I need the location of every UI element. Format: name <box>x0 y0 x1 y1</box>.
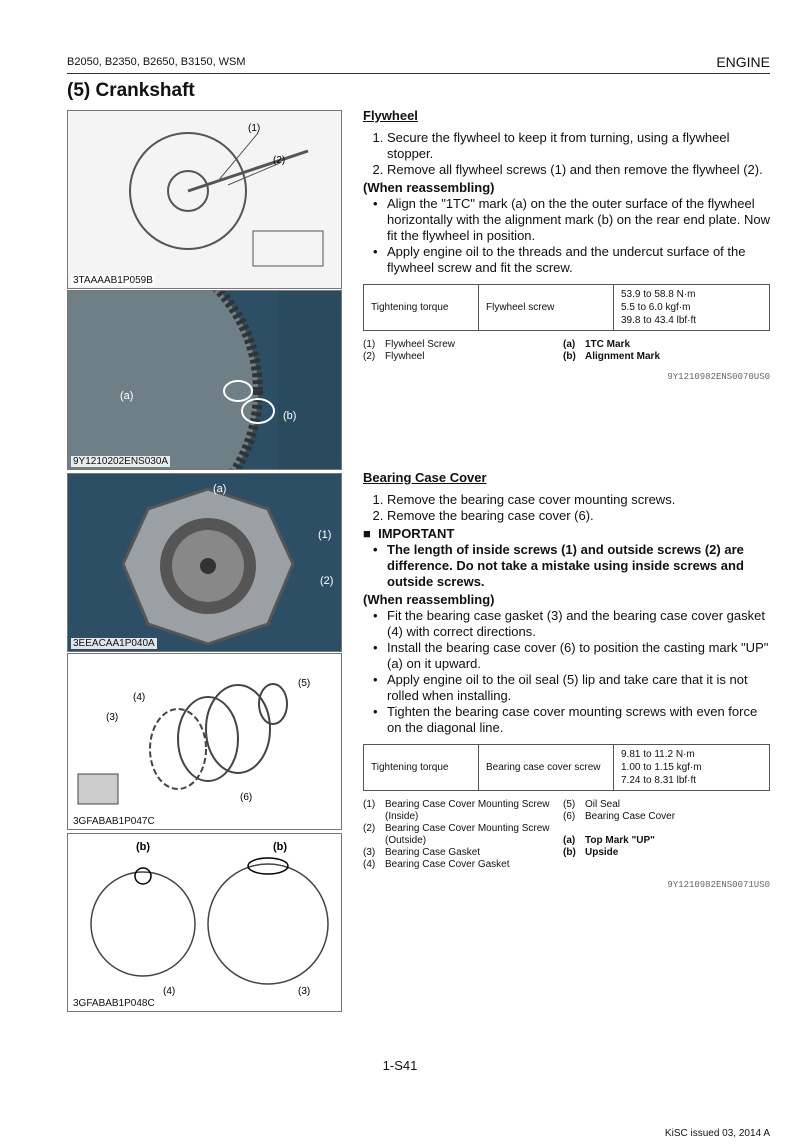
legend-num: (a) <box>563 835 576 846</box>
bearing-cover-photo <box>68 474 341 651</box>
torque-kgfm: 5.5 to 6.0 kgf·m <box>621 302 691 313</box>
legend-num: (3) <box>363 847 376 858</box>
callout-label: (a) <box>120 390 134 402</box>
page-number: 1-S41 <box>382 1058 418 1073</box>
legend-num: (1) <box>363 799 376 810</box>
legend-num: (1) <box>363 339 376 350</box>
figure-caption: 3TAAAAB1P059B <box>73 275 153 286</box>
callout-label: (b) <box>136 841 151 853</box>
torque-values <box>614 745 770 791</box>
header-divider <box>67 73 770 74</box>
reassembling-heading: (When reassembling) <box>363 180 495 195</box>
bullet: • Apply engine oil to the oil seal (5) lip and take care that it is not rolled when installing. <box>387 672 770 704</box>
callout-label: (a) <box>213 483 227 495</box>
legend-text: Flywheel Screw <box>385 339 456 350</box>
legend-text: Bearing Case Cover Mounting Screw (Inside) <box>385 799 550 822</box>
important-heading <box>363 526 770 542</box>
legend-num: (b) <box>563 847 576 858</box>
torque-item: Flywheel screw <box>479 285 614 331</box>
section-title: Flywheel <box>363 108 418 123</box>
callout-label: (1) <box>248 123 261 134</box>
header-models: B2050, B2350, B2650, B3150, WSM <box>67 56 246 68</box>
callout-label: (2) <box>273 155 286 166</box>
legend-text: Upside <box>585 847 619 858</box>
legend-text: Bearing Case Cover Mounting Screw (Outside) <box>385 823 550 846</box>
header-section: ENGINE <box>716 54 770 70</box>
legend-text: Alignment Mark <box>585 351 661 362</box>
step: 1. Remove the bearing case cover mounting screws. <box>387 492 770 508</box>
legend-text: 1TC Mark <box>585 339 631 350</box>
reference-code: 9Y1210982ENS0071US0 <box>667 880 770 890</box>
figure-bearing-case-cover <box>67 473 342 652</box>
legend-num: (2) <box>363 823 376 834</box>
legend-text: Top Mark "UP" <box>585 835 655 846</box>
bearing-case-cover-section <box>363 470 770 893</box>
callout-label: (b) <box>283 410 297 422</box>
legend-text: Bearing Case Gasket <box>385 847 481 858</box>
step: 2. Remove the bearing case cover (6). <box>387 508 770 524</box>
figure-exploded-view <box>67 653 342 830</box>
page-header <box>67 56 770 68</box>
issue-note: KiSC issued 03, 2014 A <box>664 1128 770 1139</box>
callout-label: (3) <box>298 986 311 997</box>
reference-code: 9Y1210982ENS0070US0 <box>667 372 770 382</box>
legend-text: Bearing Case Cover <box>585 811 676 822</box>
legend-num: (4) <box>363 859 376 870</box>
torque-lbfft: 39.8 to 43.4 lbf·ft <box>621 315 697 326</box>
bullet: • Align the "1TC" mark (a) on the the outer surface of the flywheel horizontally with the alignment mark (b) on the rear end plate. Now fit the flywheel in position. <box>387 196 770 244</box>
figure-gaskets <box>67 833 342 1012</box>
bullet: • Fit the bearing case gasket (3) and the bearing case cover gasket (4) with correct directions. <box>387 608 770 640</box>
bullet: • Install the bearing case cover (6) to position the casting mark "UP" (a) on it upward. <box>387 640 770 672</box>
bullet: • Apply engine oil to the threads and the undercut surface of the flywheel screw and fit the screw. <box>387 244 770 276</box>
important-label: IMPORTANT <box>378 526 455 541</box>
step-list <box>363 130 770 178</box>
callout-label: (4) <box>163 986 176 997</box>
callout-label: (b) <box>273 841 288 853</box>
reassembling-heading: (When reassembling) <box>363 592 495 607</box>
flywheel-section <box>363 108 770 385</box>
callout-label: (5) <box>298 678 311 689</box>
flywheel-drawing <box>68 111 341 288</box>
figure-caption: 3GFABAB1P047C <box>73 816 155 827</box>
square-icon: ■ <box>363 526 379 541</box>
bullet-list <box>363 196 770 276</box>
figure-caption: 3EEACAA1P040A <box>73 638 155 649</box>
legend-text: Bearing Case Cover Gasket <box>385 859 510 870</box>
callout-label: (6) <box>240 792 253 803</box>
bullet: • Tighten the bearing case cover mounting screws with even force on the diagonal line. <box>387 704 770 736</box>
important-list <box>363 542 770 590</box>
step-list <box>363 492 770 524</box>
page-title: (5) Crankshaft <box>67 80 195 101</box>
parts-legend <box>363 339 770 363</box>
flywheel-photo <box>68 291 341 469</box>
torque-table <box>363 744 770 791</box>
torque-table <box>363 284 770 331</box>
legend-num: (5) <box>563 799 576 810</box>
legend-num: (b) <box>563 351 576 362</box>
callout-label: (4) <box>133 692 146 703</box>
figure-flywheel-marks <box>67 290 342 470</box>
figure-caption: 3GFABAB1P048C <box>73 998 155 1009</box>
torque-label: Tightening torque <box>364 285 479 331</box>
important-text: • The length of inside screws (1) and outside screws (2) are difference. Do not take a mistake using inside screws and outside screws. <box>387 542 770 590</box>
legend-num: (a) <box>563 339 576 350</box>
callout-label: (2) <box>320 575 334 587</box>
torque-values <box>614 285 770 331</box>
parts-legend <box>363 799 770 871</box>
torque-nm: 9.81 to 11.2 N·m <box>621 749 695 760</box>
figure-flywheel-removal <box>67 110 342 289</box>
callout-label: (3) <box>106 712 119 723</box>
legend-num: (6) <box>563 811 576 822</box>
torque-item: Bearing case cover screw <box>479 745 614 791</box>
callout-label: (1) <box>318 529 332 541</box>
legend-num: (2) <box>363 351 376 362</box>
step: 1. Secure the flywheel to keep it from turning, using a flywheel stopper. <box>387 130 770 162</box>
torque-kgfm: 1.00 to 1.15 kgf·m <box>621 762 702 773</box>
exploded-drawing <box>68 654 341 829</box>
figure-caption: 9Y1210202ENS030A <box>73 456 169 467</box>
torque-nm: 53.9 to 58.8 N·m <box>621 289 696 300</box>
torque-lbfft: 7.24 to 8.31 lbf·ft <box>621 775 697 786</box>
section-title: Bearing Case Cover <box>363 470 487 485</box>
step: 2. Remove all flywheel screws (1) and then remove the flywheel (2). <box>387 162 770 178</box>
gasket-drawing <box>68 834 341 1011</box>
legend-text: Flywheel <box>385 351 425 362</box>
torque-label: Tightening torque <box>364 745 479 791</box>
legend-text: Oil Seal <box>585 799 621 810</box>
bullet-list <box>363 608 770 736</box>
